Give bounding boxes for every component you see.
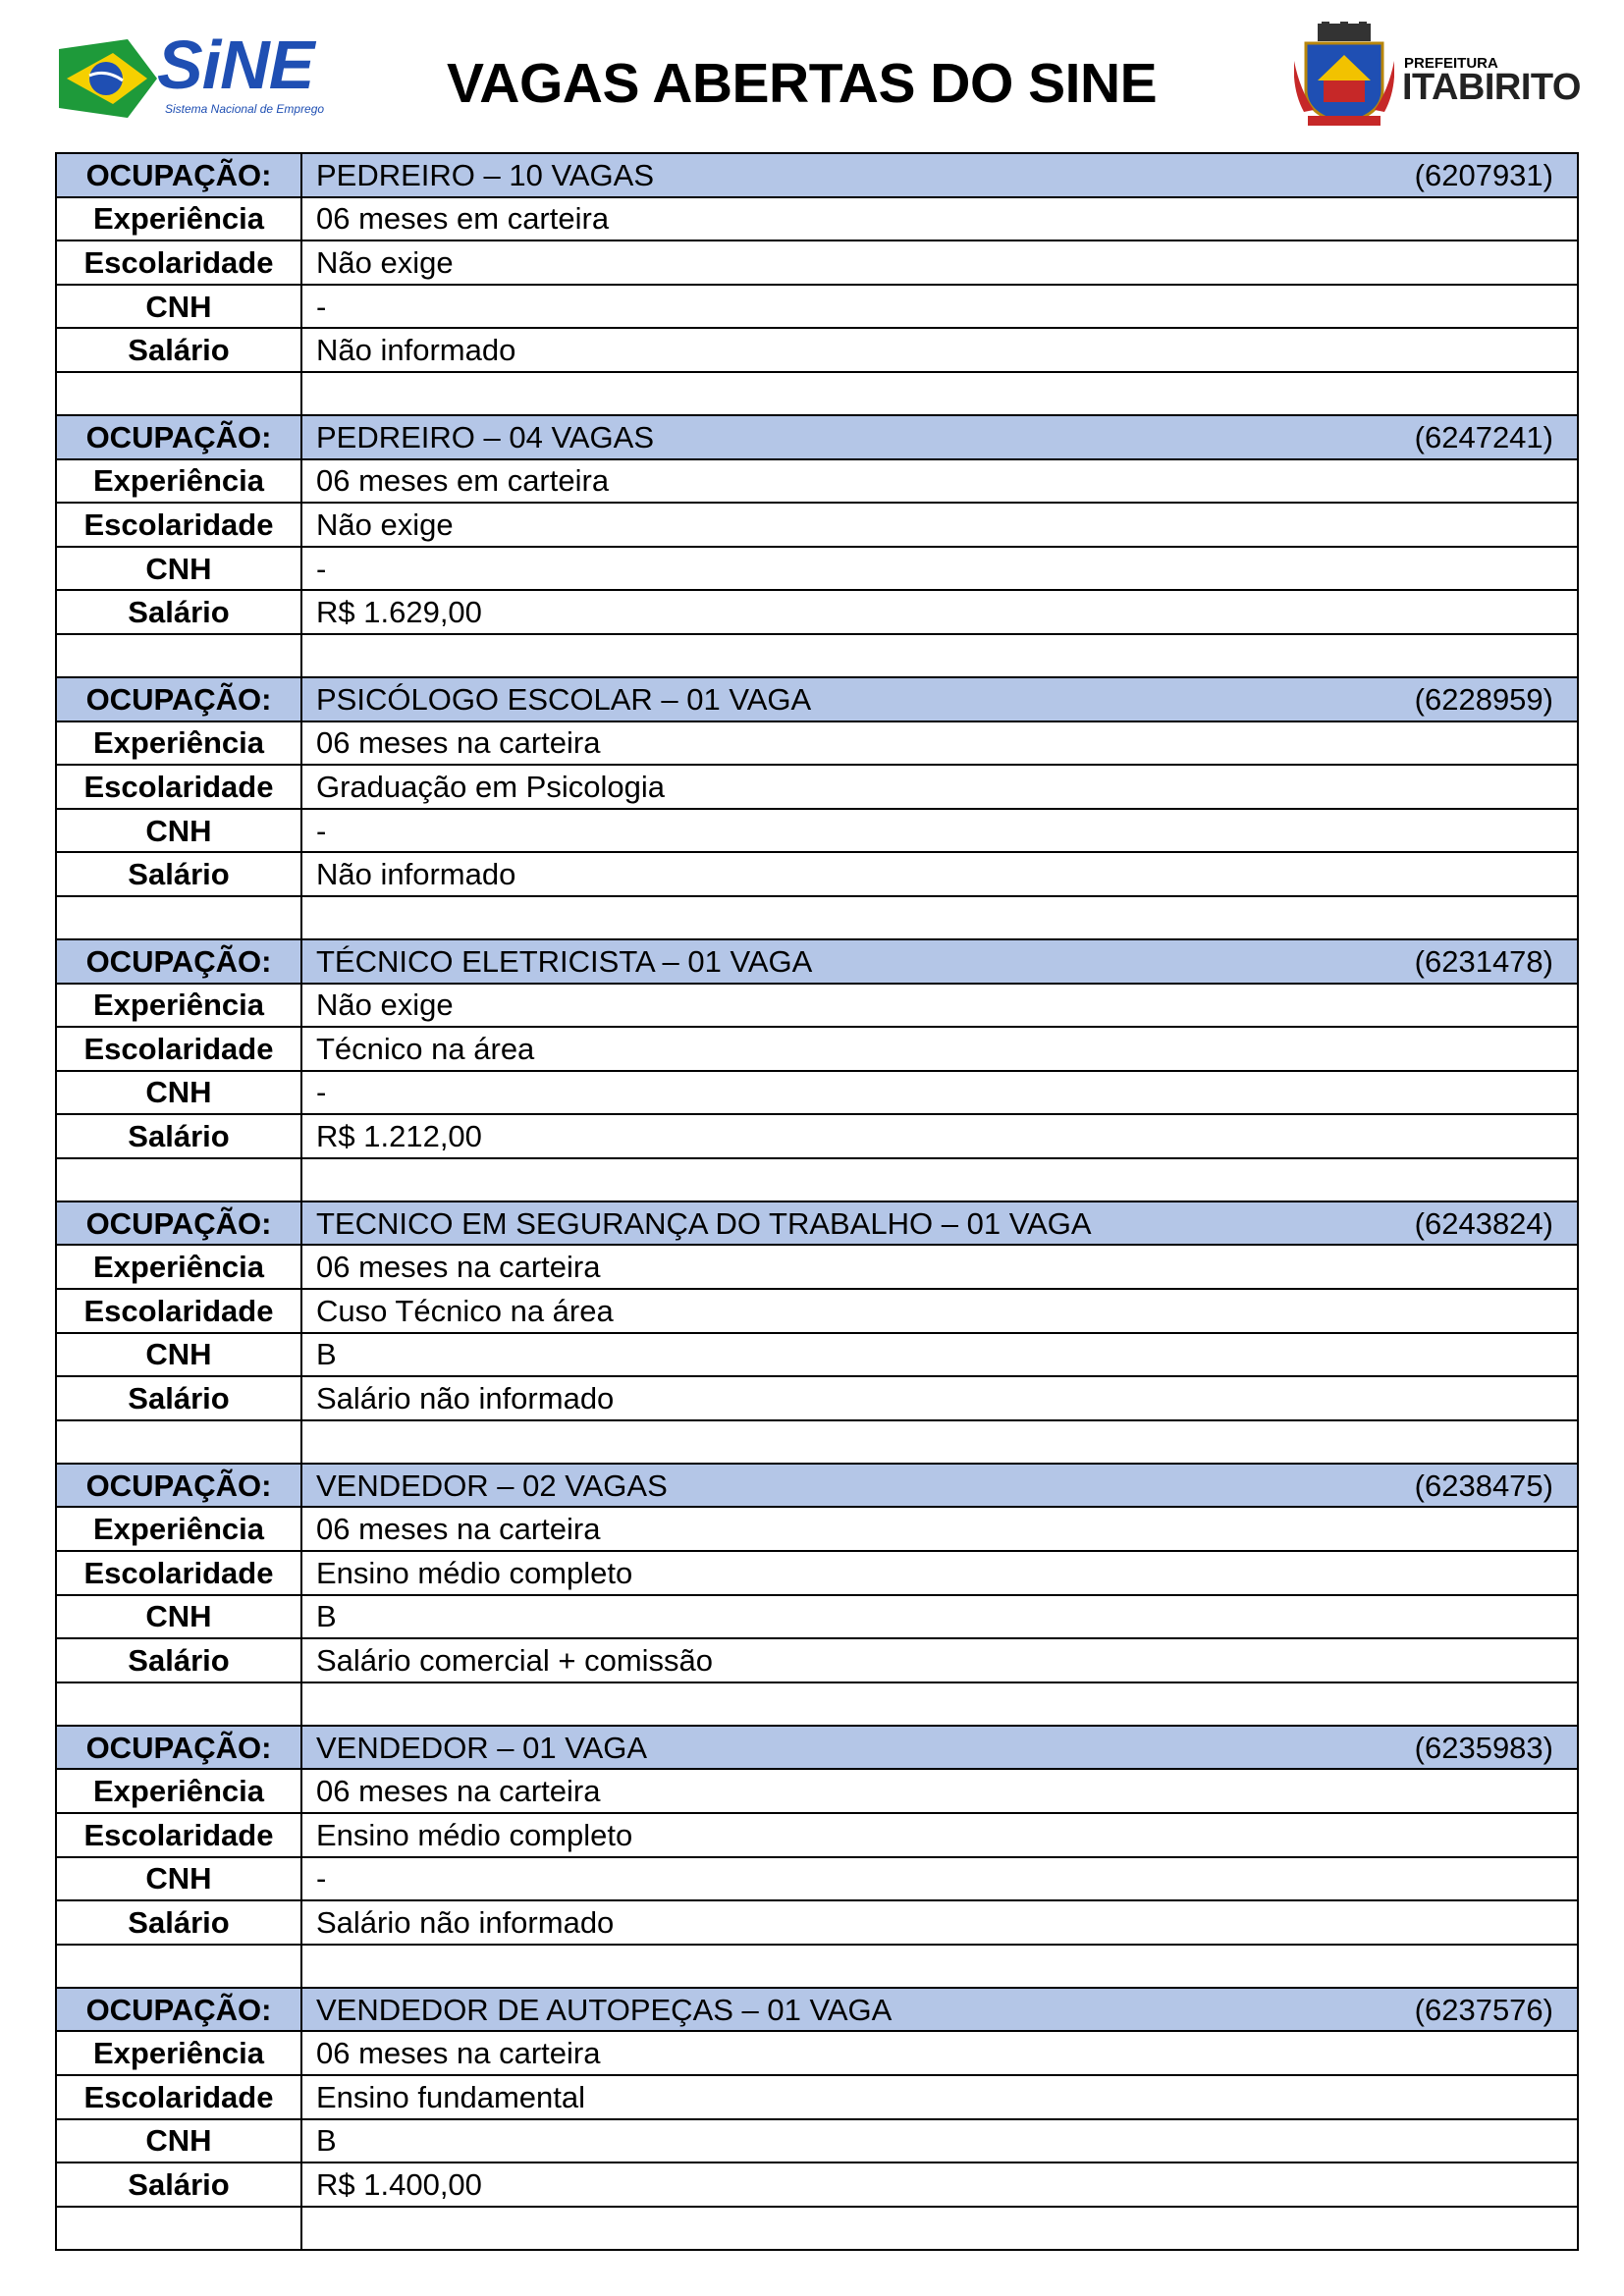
ocupacao-label: OCUPAÇÃO: — [56, 1464, 301, 1508]
escolaridade-value: Não exige — [301, 240, 1578, 285]
vaga-experiencia-row — [56, 984, 1578, 1028]
spacer-row — [56, 1682, 1578, 1726]
escolaridade-value: Ensino médio completo — [301, 1551, 1578, 1595]
salario-value: R$ 1.212,00 — [301, 1114, 1578, 1158]
spacer-row — [56, 896, 1578, 939]
experiencia-label: Experiência — [56, 1769, 301, 1813]
vaga-cnh-row — [56, 2119, 1578, 2163]
ocupacao-title: TECNICO EM SEGURANÇA DO TRABALHO – 01 VAGA — [316, 1205, 1092, 1241]
vaga-escolaridade-row — [56, 1027, 1578, 1071]
page-title: VAGAS ABERTAS DO SINE — [447, 52, 1158, 115]
ocupacao-title: TÉCNICO ELETRICISTA – 01 VAGA — [316, 943, 813, 979]
experiencia-value: 06 meses na carteira — [301, 2031, 1578, 2075]
vaga-salario-row — [56, 590, 1578, 634]
cnh-label: CNH — [56, 285, 301, 329]
cnh-label: CNH — [56, 809, 301, 853]
vaga-cnh-row — [56, 809, 1578, 853]
salario-value: Não informado — [301, 328, 1578, 372]
vaga-escolaridade-row — [56, 1813, 1578, 1857]
escolaridade-value: Ensino fundamental — [301, 2075, 1578, 2119]
cnh-value: B — [301, 1595, 1578, 1639]
escolaridade-value: Graduação em Psicologia — [301, 765, 1578, 809]
cnh-label: CNH — [56, 2119, 301, 2163]
escolaridade-value: Ensino médio completo — [301, 1813, 1578, 1857]
spacer-cell — [56, 372, 301, 415]
cnh-value: - — [301, 809, 1578, 853]
vaga-salario-row — [56, 1638, 1578, 1682]
ocupacao-cell — [301, 415, 1578, 459]
ocupacao-label: OCUPAÇÃO: — [56, 939, 301, 984]
spacer-row — [56, 1158, 1578, 1201]
ocupacao-label: OCUPAÇÃO: — [56, 1201, 301, 1246]
ocupacao-title: PEDREIRO – 10 VAGAS — [316, 157, 654, 192]
cnh-value: B — [301, 1333, 1578, 1377]
ocupacao-cell — [301, 1201, 1578, 1246]
salario-label: Salário — [56, 1376, 301, 1420]
cnh-value: - — [301, 1857, 1578, 1901]
ocupacao-title: PSICÓLOGO ESCOLAR – 01 VAGA — [316, 681, 812, 717]
salario-label: Salário — [56, 328, 301, 372]
ocupacao-cell — [301, 1988, 1578, 2032]
vaga-occupation-row — [56, 677, 1578, 721]
ocupacao-title: PEDREIRO – 04 VAGAS — [316, 419, 654, 454]
escolaridade-label: Escolaridade — [56, 240, 301, 285]
sine-flag-icon — [59, 39, 157, 118]
spacer-cell — [56, 1945, 301, 1988]
vaga-experiencia-row — [56, 1769, 1578, 1813]
escolaridade-label: Escolaridade — [56, 1289, 301, 1333]
cnh-value: - — [301, 1071, 1578, 1115]
spacer-cell — [301, 634, 1578, 677]
salario-value: Salário comercial + comissão — [301, 1638, 1578, 1682]
ocupacao-label: OCUPAÇÃO: — [56, 415, 301, 459]
spacer-row — [56, 1420, 1578, 1464]
vaga-salario-row — [56, 852, 1578, 896]
vaga-cnh-row — [56, 1857, 1578, 1901]
vaga-experiencia-row — [56, 2031, 1578, 2075]
vaga-escolaridade-row — [56, 2075, 1578, 2119]
experiencia-value: 06 meses na carteira — [301, 1507, 1578, 1551]
escolaridade-value: Não exige — [301, 503, 1578, 547]
ocupacao-title: VENDEDOR DE AUTOPEÇAS – 01 VAGA — [316, 1992, 893, 2027]
vaga-code: (6247241) — [1414, 419, 1553, 454]
vaga-cnh-row — [56, 1595, 1578, 1639]
spacer-cell — [301, 1682, 1578, 1726]
escolaridade-value: Cuso Técnico na área — [301, 1289, 1578, 1333]
spacer-cell — [301, 372, 1578, 415]
escolaridade-label: Escolaridade — [56, 2075, 301, 2119]
salario-value: Salário não informado — [301, 1376, 1578, 1420]
vaga-occupation-row — [56, 1201, 1578, 1246]
experiencia-value: 06 meses na carteira — [301, 1769, 1578, 1813]
escolaridade-label: Escolaridade — [56, 503, 301, 547]
cnh-label: CNH — [56, 1333, 301, 1377]
vaga-occupation-row — [56, 1726, 1578, 1770]
prefeitura-city: ITABIRITO — [1402, 67, 1581, 108]
ocupacao-label: OCUPAÇÃO: — [56, 1726, 301, 1770]
experiencia-label: Experiência — [56, 1507, 301, 1551]
spacer-cell — [56, 1682, 301, 1726]
ocupacao-cell — [301, 153, 1578, 197]
cnh-label: CNH — [56, 547, 301, 591]
vaga-experiencia-row — [56, 1245, 1578, 1289]
salario-label: Salário — [56, 1900, 301, 1945]
spacer-row — [56, 1945, 1578, 1988]
experiencia-value: 06 meses em carteira — [301, 197, 1578, 241]
vaga-cnh-row — [56, 285, 1578, 329]
escolaridade-label: Escolaridade — [56, 1813, 301, 1857]
experiencia-label: Experiência — [56, 721, 301, 766]
experiencia-value: 06 meses na carteira — [301, 1245, 1578, 1289]
ocupacao-label: OCUPAÇÃO: — [56, 1988, 301, 2032]
spacer-row — [56, 634, 1578, 677]
page-header — [0, 0, 1624, 147]
vaga-code: (6243824) — [1414, 1205, 1553, 1241]
spacer-cell — [56, 634, 301, 677]
prefeitura-label: PREFEITURA — [1404, 55, 1498, 72]
salario-value: Salário não informado — [301, 1900, 1578, 1945]
sine-logo-text: SiNE — [157, 27, 314, 103]
vaga-occupation-row — [56, 153, 1578, 197]
salario-label: Salário — [56, 590, 301, 634]
cnh-label: CNH — [56, 1857, 301, 1901]
ocupacao-title: VENDEDOR – 02 VAGAS — [316, 1468, 668, 1503]
spacer-cell — [56, 1420, 301, 1464]
ocupacao-title: VENDEDOR – 01 VAGA — [316, 1730, 648, 1765]
ocupacao-label: OCUPAÇÃO: — [56, 153, 301, 197]
ocupacao-cell — [301, 939, 1578, 984]
cnh-value: B — [301, 2119, 1578, 2163]
salario-label: Salário — [56, 1638, 301, 1682]
vaga-experiencia-row — [56, 1507, 1578, 1551]
salario-label: Salário — [56, 2163, 301, 2207]
experiencia-label: Experiência — [56, 197, 301, 241]
experiencia-label: Experiência — [56, 984, 301, 1028]
vaga-code: (6238475) — [1414, 1468, 1553, 1503]
vaga-code: (6207931) — [1414, 157, 1553, 192]
spacer-cell — [301, 896, 1578, 939]
vaga-occupation-row — [56, 1988, 1578, 2032]
vaga-occupation-row — [56, 939, 1578, 984]
spacer-cell — [56, 2207, 301, 2250]
vaga-salario-row — [56, 1114, 1578, 1158]
salario-value: R$ 1.400,00 — [301, 2163, 1578, 2207]
salario-value: R$ 1.629,00 — [301, 590, 1578, 634]
vaga-escolaridade-row — [56, 1289, 1578, 1333]
coat-of-arms-icon — [1294, 22, 1394, 130]
vaga-cnh-row — [56, 547, 1578, 591]
vaga-code: (6228959) — [1414, 681, 1553, 717]
vaga-salario-row — [56, 1900, 1578, 1945]
salario-value: Não informado — [301, 852, 1578, 896]
escolaridade-label: Escolaridade — [56, 1027, 301, 1071]
ocupacao-cell — [301, 1464, 1578, 1508]
spacer-row — [56, 2207, 1578, 2250]
experiencia-label: Experiência — [56, 1245, 301, 1289]
vaga-escolaridade-row — [56, 240, 1578, 285]
spacer-cell — [56, 1158, 301, 1201]
experiencia-value: 06 meses em carteira — [301, 459, 1578, 504]
vaga-cnh-row — [56, 1071, 1578, 1115]
vaga-escolaridade-row — [56, 503, 1578, 547]
escolaridade-value: Técnico na área — [301, 1027, 1578, 1071]
vaga-code: (6235983) — [1414, 1730, 1553, 1765]
spacer-cell — [301, 2207, 1578, 2250]
ocupacao-cell — [301, 1726, 1578, 1770]
cnh-label: CNH — [56, 1071, 301, 1115]
vaga-salario-row — [56, 2163, 1578, 2207]
ocupacao-cell — [301, 677, 1578, 721]
vaga-experiencia-row — [56, 721, 1578, 766]
ocupacao-label: OCUPAÇÃO: — [56, 677, 301, 721]
spacer-cell — [301, 1945, 1578, 1988]
escolaridade-label: Escolaridade — [56, 1551, 301, 1595]
vaga-experiencia-row — [56, 197, 1578, 241]
spacer-row — [56, 372, 1578, 415]
vaga-salario-row — [56, 328, 1578, 372]
spacer-cell — [301, 1420, 1578, 1464]
cnh-value: - — [301, 285, 1578, 329]
vaga-cnh-row — [56, 1333, 1578, 1377]
vaga-occupation-row — [56, 1464, 1578, 1508]
sine-logo — [59, 27, 344, 125]
prefeitura-itabirito-logo — [1294, 22, 1581, 130]
experiencia-value: Não exige — [301, 984, 1578, 1028]
vaga-escolaridade-row — [56, 1551, 1578, 1595]
vagas-table — [55, 152, 1579, 2251]
vaga-salario-row — [56, 1376, 1578, 1420]
spacer-cell — [56, 896, 301, 939]
vaga-experiencia-row — [56, 459, 1578, 504]
experiencia-label: Experiência — [56, 2031, 301, 2075]
experiencia-value: 06 meses na carteira — [301, 721, 1578, 766]
escolaridade-label: Escolaridade — [56, 765, 301, 809]
vaga-code: (6231478) — [1414, 943, 1553, 979]
vaga-occupation-row — [56, 415, 1578, 459]
cnh-value: - — [301, 547, 1578, 591]
vaga-code: (6237576) — [1414, 1992, 1553, 2027]
spacer-cell — [301, 1158, 1578, 1201]
experiencia-label: Experiência — [56, 459, 301, 504]
cnh-label: CNH — [56, 1595, 301, 1639]
salario-label: Salário — [56, 852, 301, 896]
sine-logo-subtitle: Sistema Nacional de Emprego — [165, 102, 325, 116]
vaga-escolaridade-row — [56, 765, 1578, 809]
salario-label: Salário — [56, 1114, 301, 1158]
